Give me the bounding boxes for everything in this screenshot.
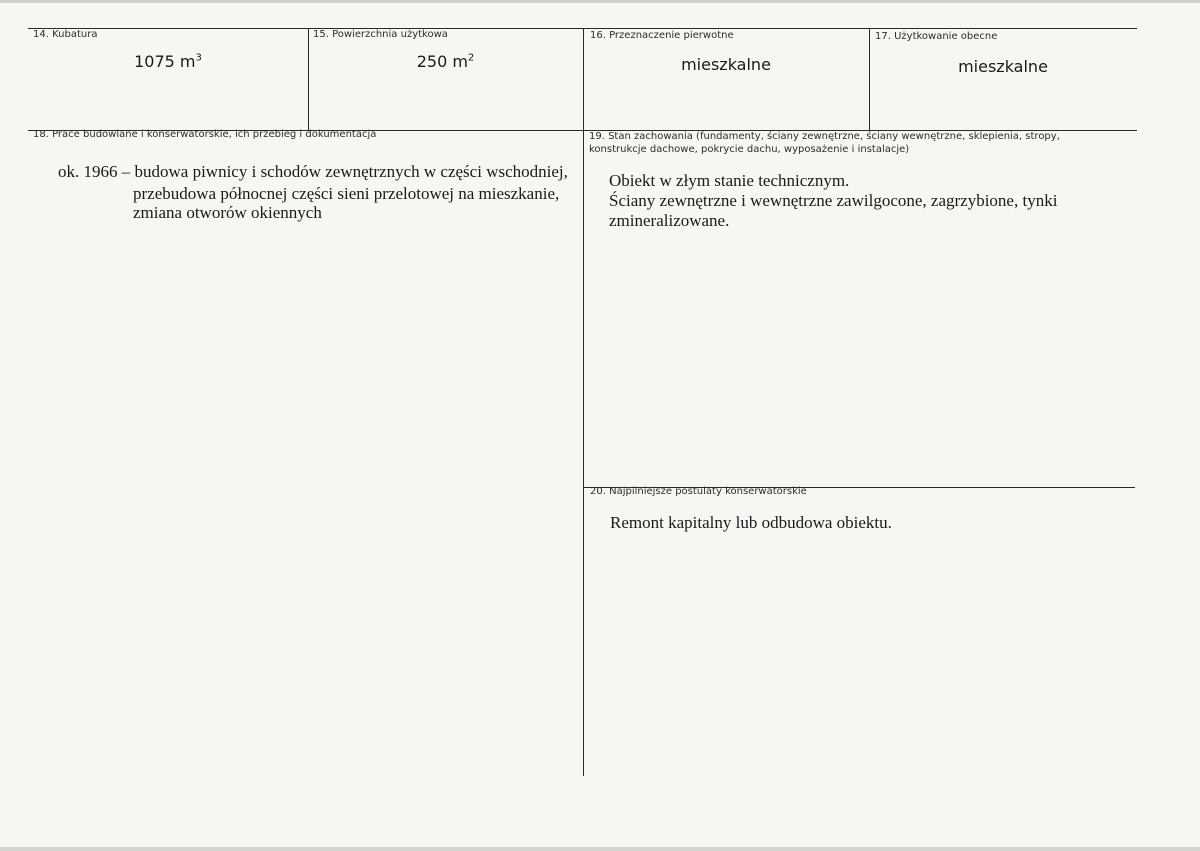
- divider-main: [583, 28, 584, 776]
- field-18-line-2: przebudowa północnej części sieni przelotowej na mieszkanie,: [133, 184, 560, 203]
- field-19-line-3: zmineralizowane.: [609, 211, 730, 230]
- field-20-line-1: Remont kapitalny lub odbudowa obiektu.: [610, 513, 892, 532]
- field-18-label: 18. Prace budowlane i konserwatorskie, ich przebieg i dokumentacja: [33, 129, 377, 140]
- field-17-value: mieszkalne: [958, 57, 1048, 76]
- field-14-label: 14. Kubatura: [33, 29, 98, 40]
- field-19-label-line-2: konstrukcje dachowe, pokrycie dachu, wyposażenie i instalacje): [589, 144, 910, 155]
- field-20-label: 20. Najpilniejsze postulaty konserwatorskie: [590, 486, 807, 497]
- field-15-label: 15. Powierzchnia użytkowa: [313, 29, 448, 40]
- scan-bottom-edge: [0, 847, 1200, 851]
- field-15-number: 250 m: [416, 52, 468, 71]
- field-14-value: [28, 52, 308, 71]
- field-19-label-line-1: 19. Stan zachowania (fundamenty, ściany zewnętrzne, ściany wewnętrzne, sklepienia, stropy,: [589, 131, 1060, 142]
- field-18-line-1: ok. 1966 – budowa piwnicy i schodów zewnętrznych w części wschodniej,: [58, 162, 568, 181]
- field-15-value: [308, 52, 583, 71]
- field-19-line-2: Ściany zewnętrzne i wewnętrzne zawilgocone, zagrzybione, tynki: [609, 191, 1058, 210]
- field-16-value: mieszkalne: [681, 55, 771, 74]
- field-18-line-3: zmiana otworów okiennych: [133, 203, 322, 222]
- field-16-label: 16. Przeznaczenie pierwotne: [590, 30, 734, 41]
- divider-16-17: [869, 28, 870, 130]
- scan-top-edge: [0, 0, 1200, 3]
- field-15-exponent: 2: [467, 52, 475, 64]
- divider-14-15: [308, 28, 309, 130]
- field-19-line-1: Obiekt w złym stanie technicznym.: [609, 171, 850, 190]
- field-17-label: 17. Użytkowanie obecne: [875, 31, 998, 42]
- field-14-exponent: 3: [195, 52, 202, 64]
- field-14-number: 1075 m: [134, 52, 196, 71]
